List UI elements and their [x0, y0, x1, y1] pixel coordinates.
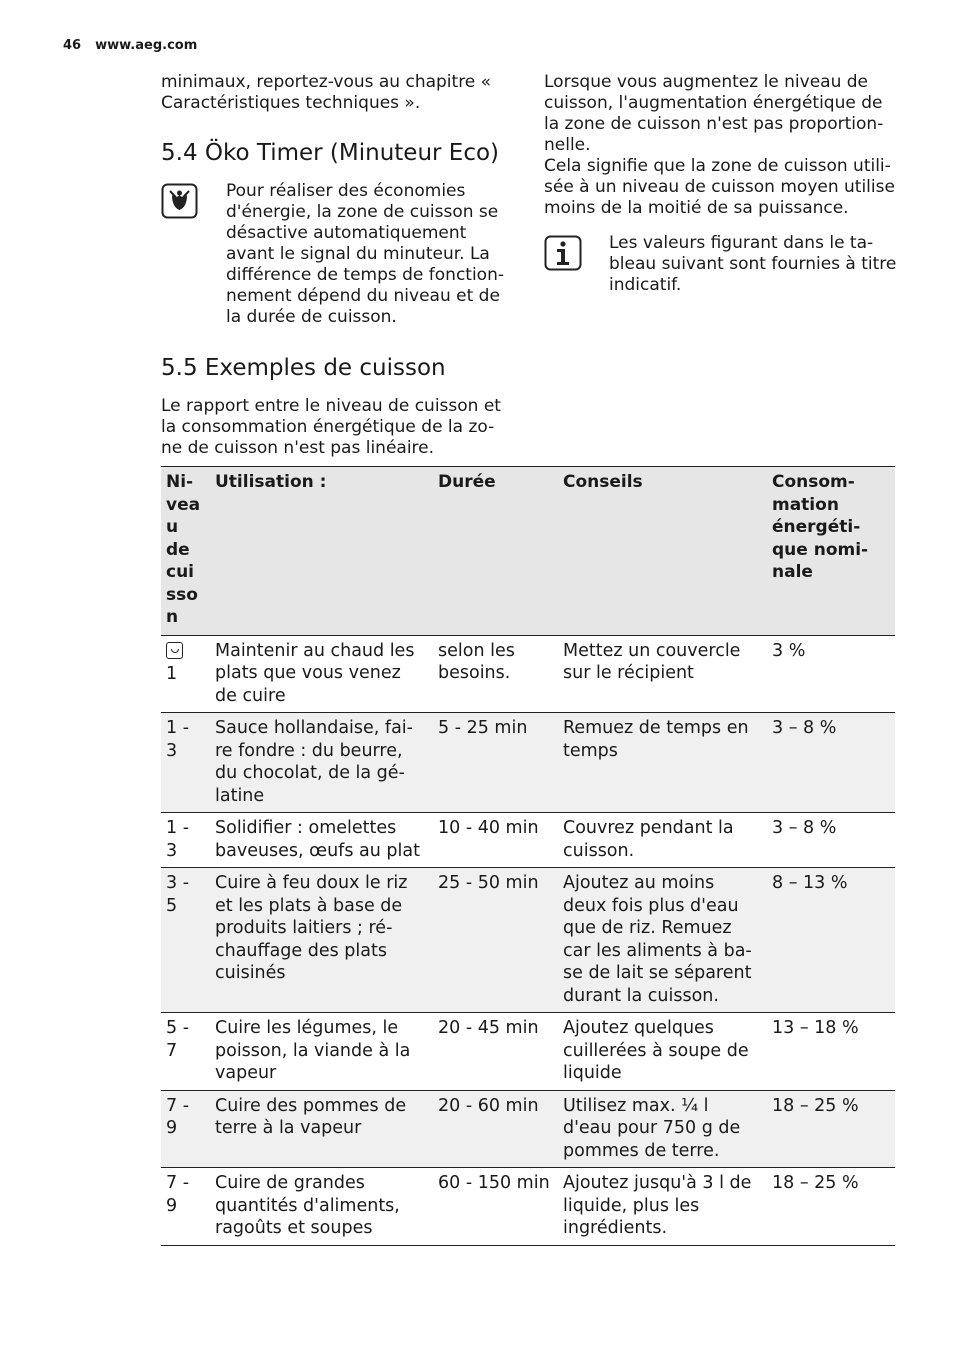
cooking-examples-table	[161, 466, 895, 1246]
left-intro	[161, 72, 511, 114]
right-paragraph-2: Cela signifie que la zone de cuisson utili-sée à un niveau de cuisson moyen utilise moins de la moitié de sa puissance.	[544, 156, 895, 218]
cell-use: Sauce hollandaise, fai-re fondre : du beurre, du chocolat, de la gé-latine	[210, 713, 433, 813]
section-title-5-4: 5.4 Öko Timer (Minuteur Eco)	[161, 140, 500, 166]
header-level: Ni- vea u de cui sso n	[161, 467, 210, 636]
eco-timer-description: Pour réaliser des économies d'énergie, la zone de cuisson se désactive automatiquement avant le signal du minuteur. La différence de temps de fonction-nement dépend du niveau et de la durée de cuisson.	[226, 181, 504, 327]
cell-tips: Ajoutez au moins deux fois plus d'eau que de riz. Remuez car les aliments à ba-se de lait se séparent durant la cuisson.	[558, 868, 767, 1013]
page-number: 46	[63, 38, 82, 53]
table-row	[161, 1168, 895, 1246]
cell-duration: selon les besoins.	[433, 635, 558, 713]
eco-icon	[161, 183, 198, 223]
keep-warm-icon	[166, 642, 183, 659]
header-consumption: Consom- mation énergéti- que nomi- nale	[767, 467, 895, 636]
cell-level: 7 - 9	[161, 1168, 210, 1246]
cell-use: Maintenir au chaud les plats que vous venez de cuire	[210, 635, 433, 713]
table-row	[161, 635, 895, 713]
cell-duration: 20 - 45 min	[433, 1013, 558, 1091]
cell-consumption: 3 %	[767, 635, 895, 713]
site-url[interactable]: www.aeg.com	[95, 38, 198, 53]
cell-tips: Couvrez pendant la cuisson.	[558, 813, 767, 868]
header-use: Utilisation :	[210, 467, 433, 636]
cell-duration: 25 - 50 min	[433, 868, 558, 1013]
info-icon	[544, 235, 582, 275]
cell-level: 1 - 3	[161, 813, 210, 868]
cell-duration: 20 - 60 min	[433, 1090, 558, 1168]
cell-consumption: 18 – 25 %	[767, 1090, 895, 1168]
table-row	[161, 1090, 895, 1168]
cell-consumption: 18 – 25 %	[767, 1168, 895, 1246]
table-row	[161, 868, 895, 1013]
table-row	[161, 713, 895, 813]
table-row	[161, 1013, 895, 1091]
cell-tips: Ajoutez quelques cuillerées à soupe de liquide	[558, 1013, 767, 1091]
cell-tips: Utilisez max. ¼ l d'eau pour 750 g de pommes de terre.	[558, 1090, 767, 1168]
header-tips: Conseils	[558, 467, 767, 636]
table-header-row	[161, 467, 895, 636]
header-duration: Durée	[433, 467, 558, 636]
section-5-5-intro	[161, 396, 511, 459]
section-5-5-text: Le rapport entre le niveau de cuisson et la consommation énergétique de la zo-ne de cuisson n'est pas linéaire.	[161, 396, 501, 458]
info-note: Les valeurs figurant dans le ta-bleau suivant sont fournies à titre indicatif.	[609, 233, 897, 295]
cell-consumption: 3 – 8 %	[767, 813, 895, 868]
cell-level: 7 - 9	[161, 1090, 210, 1168]
page-header	[63, 38, 197, 53]
cell-level: 1 - 3	[161, 713, 210, 813]
cell-duration: 60 - 150 min	[433, 1168, 558, 1246]
cell-use: Cuire des pommes de terre à la vapeur	[210, 1090, 433, 1168]
cell-tips: Remuez de temps en temps	[558, 713, 767, 813]
section-title-5-5: 5.5 Exemples de cuisson	[161, 355, 446, 381]
table-row	[161, 813, 895, 868]
cell-level: 3 - 5	[161, 868, 210, 1013]
right-column-text	[544, 72, 899, 219]
cell-level: 5 - 7	[161, 1013, 210, 1091]
cell-consumption: 13 – 18 %	[767, 1013, 895, 1091]
cell-duration: 10 - 40 min	[433, 813, 558, 868]
cell-tips: Ajoutez jusqu'à 3 l de liquide, plus les ingrédients.	[558, 1168, 767, 1246]
cell-consumption: 8 – 13 %	[767, 868, 895, 1013]
cell-use: Solidifier : omelettes baveuses, œufs au plat	[210, 813, 433, 868]
left-intro-text: minimaux, reportez-vous au chapitre « Caractéristiques techniques ».	[161, 72, 492, 113]
cell-tips: Mettez un couvercle sur le récipient	[558, 635, 767, 713]
cell-consumption: 3 – 8 %	[767, 713, 895, 813]
cell-use: Cuire les légumes, le poisson, la viande à la vapeur	[210, 1013, 433, 1091]
cell-use: Cuire de grandes quantités d'aliments, ragoûts et soupes	[210, 1168, 433, 1246]
cell-use: Cuire à feu doux le riz et les plats à base de produits laitiers ; ré-chauffage des plats cuisinés	[210, 868, 433, 1013]
right-paragraph-1: Lorsque vous augmentez le niveau de cuisson, l'augmentation énergétique de la zone de cuisson n'est pas proportion-nelle.	[544, 72, 884, 155]
cell-level: 1	[161, 635, 210, 713]
cell-duration: 5 - 25 min	[433, 713, 558, 813]
